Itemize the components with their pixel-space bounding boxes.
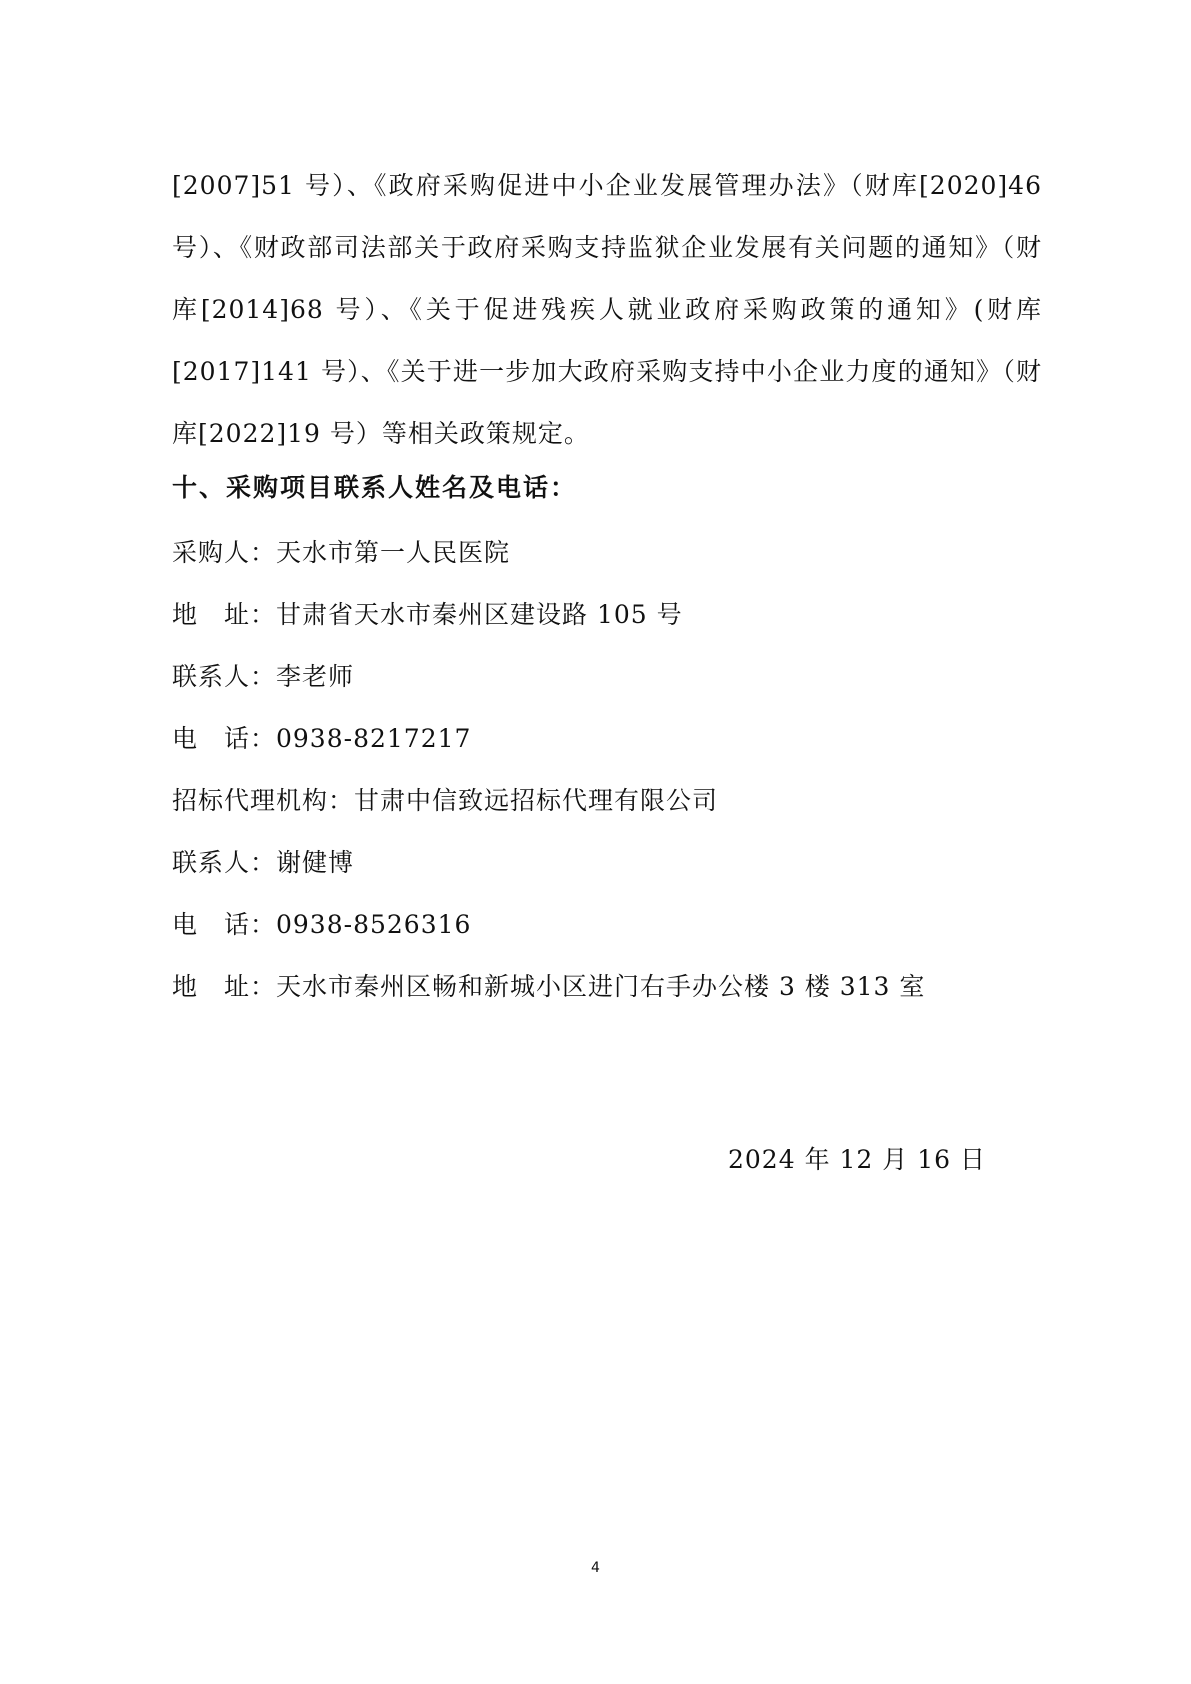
agency-address-line: 地 址：天水市秦州区畅和新城小区进门右手办公楼 3 楼 313 室 — [172, 972, 926, 1001]
agency-line: 招标代理机构：甘肃中信致远招标代理有限公司 — [172, 786, 719, 815]
agency-contact-line: 联系人：谢健博 — [172, 848, 355, 877]
contact-list — [172, 522, 925, 1018]
purchaser-address-line: 地 址：甘肃省天水市秦州区建设路 105 号 — [172, 600, 683, 629]
page-number: 4 — [591, 1560, 600, 1576]
agency-phone-line: 电 话：0938-8526316 — [172, 910, 472, 939]
document-date: 2024 年 12 月 16 日 — [728, 1145, 986, 1174]
contact-section-heading: 十、采购项目联系人姓名及电话： — [172, 473, 578, 502]
purchaser-phone-line: 电 话：0938-8217217 — [172, 724, 472, 753]
purchaser-line: 采购人：天水市第一人民医院 — [172, 538, 511, 567]
purchaser-contact-line: 联系人：李老师 — [172, 662, 355, 691]
policy-paragraph: [2007]51 号）、《政府采购促进中小企业发展管理办法》（财库[2020]46号）、《财政部司法部关于政府采购支持监狱企业发展有关问题的通知》（财库[2014]68 号）、《关于促进残疾人就业政府采购政策的通知》(财库[2017]141 号）、《关于进一步加大政府采购支持中小企业力度的通知》（财库[2022]19 号）等相关政策规定。 — [172, 171, 1042, 448]
